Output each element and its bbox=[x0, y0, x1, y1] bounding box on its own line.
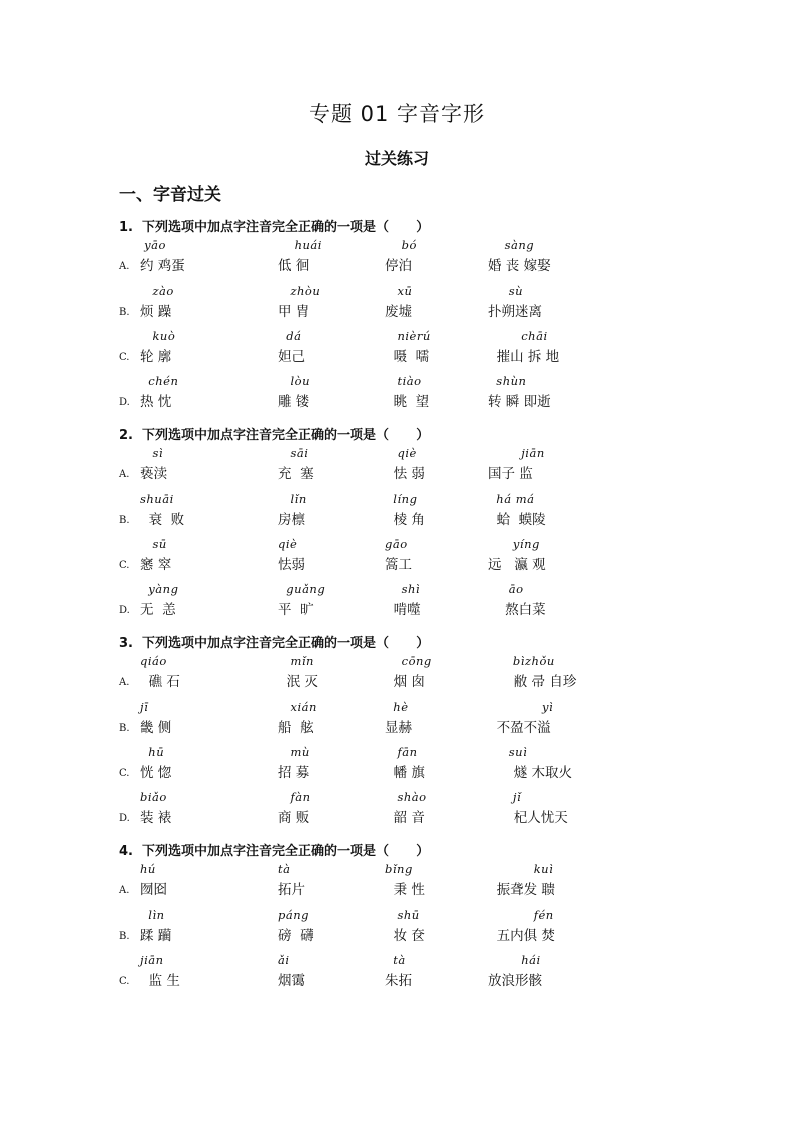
word-text: 平 旷 bbox=[278, 602, 314, 618]
word-text: 恍 惚 bbox=[140, 765, 172, 781]
pinyin-annotation: xián bbox=[278, 700, 317, 714]
question-stem: 3. 下列选项中加点字注音完全正确的一项是（ ） bbox=[119, 636, 430, 651]
option-letter: C. bbox=[119, 976, 130, 987]
word-text: 妲己 bbox=[278, 349, 305, 365]
option-item bbox=[140, 908, 280, 948]
pinyin-annotation: mǐn bbox=[278, 654, 314, 668]
pinyin-annotation: jiān bbox=[140, 953, 164, 967]
section-heading: 一、字音过关 bbox=[119, 185, 221, 205]
option-row bbox=[0, 745, 794, 785]
pinyin-annotation: kuì bbox=[488, 862, 554, 876]
word-text: 充 塞 bbox=[278, 466, 314, 482]
option-item bbox=[140, 745, 280, 785]
option-item bbox=[488, 238, 628, 278]
pinyin-annotation: sù bbox=[488, 284, 524, 298]
word-text: 国子 监 bbox=[488, 466, 533, 482]
option-letter: A. bbox=[119, 677, 130, 688]
option-letter: A. bbox=[119, 885, 130, 896]
word-text: 房檩 bbox=[278, 512, 305, 528]
option-letter: D. bbox=[119, 605, 130, 616]
pinyin-annotation: jǐ bbox=[488, 790, 522, 804]
word-text: 振聋发 聩 bbox=[488, 882, 555, 898]
option-row bbox=[0, 374, 794, 414]
option-item bbox=[488, 537, 628, 577]
word-text: 怯弱 bbox=[278, 557, 305, 573]
option-row bbox=[0, 446, 794, 486]
pinyin-annotation: qiáo bbox=[140, 654, 167, 668]
option-letter: D. bbox=[119, 397, 130, 408]
option-item bbox=[488, 374, 628, 414]
option-row bbox=[0, 953, 794, 993]
word-text: 无 恙 bbox=[140, 602, 176, 618]
question-stem: 4. 下列选项中加点字注音完全正确的一项是（ ） bbox=[119, 844, 430, 859]
word-text: 熬白菜 bbox=[488, 602, 546, 618]
question-stem: 1. 下列选项中加点字注音完全正确的一项是（ ） bbox=[119, 220, 430, 235]
option-letter: D. bbox=[119, 813, 130, 824]
pinyin-annotation: xū bbox=[385, 284, 413, 298]
option-item bbox=[140, 446, 280, 486]
option-item bbox=[488, 745, 628, 785]
option-item bbox=[140, 492, 280, 532]
word-text: 装 裱 bbox=[140, 810, 172, 826]
option-letter: A. bbox=[119, 261, 130, 272]
word-text: 敝 帚 自珍 bbox=[488, 674, 577, 690]
word-text: 热 忱 bbox=[140, 394, 172, 410]
word-text: 不盈不溢 bbox=[488, 720, 551, 736]
pinyin-annotation: yàng bbox=[140, 582, 179, 596]
pinyin-annotation: lǐn bbox=[278, 492, 307, 506]
word-text: 五内俱 焚 bbox=[488, 928, 555, 944]
pinyin-annotation: páng bbox=[278, 908, 309, 922]
pinyin-annotation: jī bbox=[140, 700, 149, 714]
pinyin-annotation: ǎi bbox=[278, 953, 290, 967]
option-row bbox=[0, 790, 794, 830]
option-item bbox=[488, 790, 628, 830]
word-text: 蹂 躏 bbox=[140, 928, 172, 944]
option-letter: C. bbox=[119, 560, 130, 571]
word-text: 烟霭 bbox=[278, 973, 305, 989]
pinyin-annotation: shū bbox=[385, 908, 420, 922]
pinyin-annotation: guǎng bbox=[278, 582, 326, 596]
pinyin-annotation: biǎo bbox=[140, 790, 167, 804]
pinyin-annotation: gāo bbox=[385, 537, 408, 551]
option-item bbox=[140, 284, 280, 324]
pinyin-annotation: nièrú bbox=[385, 329, 431, 343]
word-text: 衰 败 bbox=[140, 512, 185, 528]
word-text: 拓片 bbox=[278, 882, 305, 898]
option-item bbox=[488, 908, 628, 948]
pinyin-annotation: suì bbox=[488, 745, 528, 759]
word-text: 商 贩 bbox=[278, 810, 310, 826]
pinyin-annotation: fàn bbox=[278, 790, 311, 804]
word-text: 眺 望 bbox=[385, 394, 430, 410]
pinyin-annotation: yì bbox=[488, 700, 554, 714]
word-text: 篙工 bbox=[385, 557, 412, 573]
pinyin-annotation: hū bbox=[140, 745, 165, 759]
word-text: 蛤 蟆陵 bbox=[488, 512, 546, 528]
option-row bbox=[0, 654, 794, 694]
option-item bbox=[140, 790, 280, 830]
word-text: 朱拓 bbox=[385, 973, 412, 989]
pinyin-annotation: shuāi bbox=[140, 492, 174, 506]
option-item bbox=[488, 862, 628, 902]
option-item bbox=[488, 446, 628, 486]
option-item bbox=[140, 537, 280, 577]
word-text: 嗫 嚅 bbox=[385, 349, 430, 365]
word-text: 雕 镂 bbox=[278, 394, 310, 410]
option-row bbox=[0, 700, 794, 740]
word-text: 低 徊 bbox=[278, 258, 310, 274]
option-item bbox=[140, 329, 280, 369]
word-text: 韶 音 bbox=[385, 810, 425, 826]
word-text: 甲 胄 bbox=[278, 304, 310, 320]
word-text: 燧 木取火 bbox=[488, 765, 573, 781]
word-text: 约 鸡蛋 bbox=[140, 258, 185, 274]
word-text: 轮 廓 bbox=[140, 349, 172, 365]
pinyin-annotation: cōng bbox=[385, 654, 432, 668]
option-item bbox=[488, 329, 628, 369]
option-row bbox=[0, 862, 794, 902]
pinyin-annotation: fén bbox=[488, 908, 554, 922]
word-text: 棱 角 bbox=[385, 512, 425, 528]
pinyin-annotation: mù bbox=[278, 745, 310, 759]
option-item bbox=[488, 582, 628, 622]
pinyin-annotation: bó bbox=[385, 238, 417, 252]
option-row bbox=[0, 238, 794, 278]
pinyin-annotation: huái bbox=[278, 238, 322, 252]
pinyin-annotation: fān bbox=[385, 745, 418, 759]
pinyin-annotation: chāi bbox=[488, 329, 548, 343]
word-text: 烦 躁 bbox=[140, 304, 172, 320]
option-item bbox=[488, 700, 628, 740]
word-text: 招 募 bbox=[278, 765, 310, 781]
pinyin-annotation: yāo bbox=[140, 238, 166, 252]
pinyin-annotation: qiè bbox=[278, 537, 298, 551]
word-text: 窸 窣 bbox=[140, 557, 172, 573]
pinyin-annotation: yíng bbox=[488, 537, 540, 551]
pinyin-annotation: hè bbox=[385, 700, 409, 714]
pinyin-annotation: sū bbox=[140, 537, 167, 551]
word-text: 船 舷 bbox=[278, 720, 314, 736]
pinyin-annotation: shùn bbox=[488, 374, 527, 388]
pinyin-annotation: zào bbox=[140, 284, 174, 298]
word-text: 畿 侧 bbox=[140, 720, 172, 736]
word-text: 显赫 bbox=[385, 720, 412, 736]
option-item bbox=[140, 700, 280, 740]
pinyin-annotation: shì bbox=[385, 582, 421, 596]
pinyin-annotation: zhòu bbox=[278, 284, 321, 298]
option-item bbox=[140, 374, 280, 414]
question-stem: 2. 下列选项中加点字注音完全正确的一项是（ ） bbox=[119, 428, 430, 443]
option-item bbox=[488, 953, 628, 993]
pinyin-annotation: tiào bbox=[385, 374, 422, 388]
document-title: 专题 01 字音字形 bbox=[308, 102, 486, 126]
word-text: 转 瞬 即逝 bbox=[488, 394, 551, 410]
pinyin-annotation: tà bbox=[385, 953, 406, 967]
word-text: 废墟 bbox=[385, 304, 412, 320]
pinyin-annotation: jiān bbox=[488, 446, 545, 460]
word-text: 啃噬 bbox=[385, 602, 421, 618]
word-text: 烟 囱 bbox=[385, 674, 425, 690]
option-item bbox=[140, 238, 280, 278]
pinyin-annotation: chén bbox=[140, 374, 179, 388]
word-text: 扑朔迷离 bbox=[488, 304, 542, 320]
pinyin-annotation: āo bbox=[488, 582, 524, 596]
pinyin-annotation: sì bbox=[140, 446, 164, 460]
word-text: 放浪形骸 bbox=[488, 973, 542, 989]
option-item bbox=[140, 862, 280, 902]
option-item bbox=[488, 284, 628, 324]
option-letter: B. bbox=[119, 307, 130, 318]
option-letter: C. bbox=[119, 768, 130, 779]
word-text: 幡 旗 bbox=[385, 765, 425, 781]
word-text: 监 生 bbox=[140, 973, 180, 989]
option-row bbox=[0, 537, 794, 577]
option-item bbox=[140, 654, 280, 694]
pinyin-annotation: lìn bbox=[140, 908, 165, 922]
option-item bbox=[488, 654, 628, 694]
option-row bbox=[0, 284, 794, 324]
option-item bbox=[140, 582, 280, 622]
word-text: 礁 石 bbox=[140, 674, 180, 690]
word-text: 停泊 bbox=[385, 258, 412, 274]
option-row bbox=[0, 492, 794, 532]
word-text: 秉 性 bbox=[385, 882, 425, 898]
pinyin-annotation: qiè bbox=[385, 446, 417, 460]
pinyin-annotation: sāi bbox=[278, 446, 309, 460]
option-letter: C. bbox=[119, 352, 130, 363]
option-item bbox=[140, 953, 280, 993]
option-letter: A. bbox=[119, 469, 130, 480]
option-letter: B. bbox=[119, 931, 130, 942]
pinyin-annotation: bìzhǒu bbox=[488, 654, 555, 668]
option-row bbox=[0, 908, 794, 948]
word-text: 亵渎 bbox=[140, 466, 167, 482]
pinyin-annotation: dá bbox=[278, 329, 302, 343]
pinyin-annotation: lòu bbox=[278, 374, 310, 388]
option-letter: B. bbox=[119, 515, 130, 526]
pinyin-annotation: shào bbox=[385, 790, 427, 804]
pinyin-annotation: kuò bbox=[140, 329, 176, 343]
word-text: 妆 奁 bbox=[385, 928, 425, 944]
pinyin-annotation: sàng bbox=[488, 238, 535, 252]
pinyin-annotation: há má bbox=[488, 492, 535, 506]
pinyin-annotation: tà bbox=[278, 862, 291, 876]
pinyin-annotation: hú bbox=[140, 862, 156, 876]
word-text: 怯 弱 bbox=[385, 466, 425, 482]
option-row bbox=[0, 582, 794, 622]
pinyin-annotation: líng bbox=[385, 492, 418, 506]
option-item bbox=[488, 492, 628, 532]
word-text: 磅 礴 bbox=[278, 928, 314, 944]
document-subtitle: 过关练习 bbox=[364, 149, 429, 168]
word-text: 摧山 拆 地 bbox=[488, 349, 560, 365]
word-text: 泯 灭 bbox=[278, 674, 318, 690]
pinyin-annotation: hái bbox=[488, 953, 541, 967]
pinyin-annotation: bǐng bbox=[385, 862, 413, 876]
word-text: 远 瀛 观 bbox=[488, 557, 546, 573]
word-text: 囫囵 bbox=[140, 882, 167, 898]
option-row bbox=[0, 329, 794, 369]
option-letter: B. bbox=[119, 723, 130, 734]
word-text: 杞人忧天 bbox=[488, 810, 568, 826]
word-text: 婚 丧 嫁娶 bbox=[488, 258, 551, 274]
